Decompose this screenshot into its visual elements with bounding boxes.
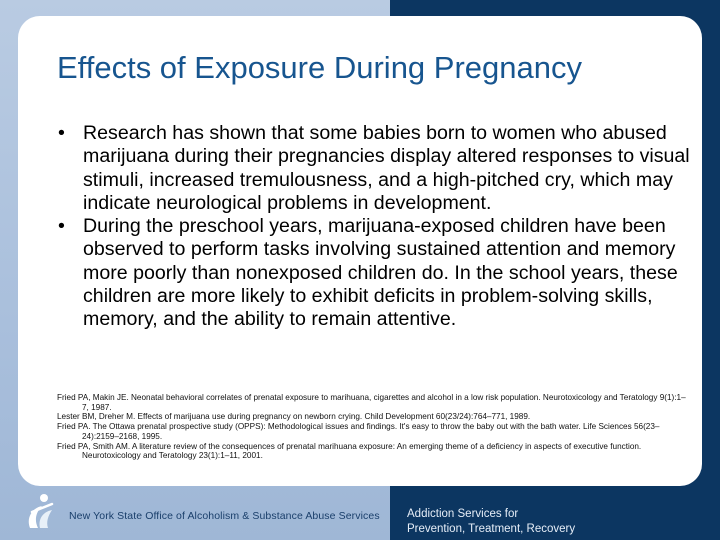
reference-item: Fried PA. The Ottawa prenatal prospective study (OPPS): Methodological issues and findings. It's easy to throw the baby out with the bath water. Life Sciences 56(23–24):2159–2168, 1995.: [57, 422, 660, 441]
reference-list: [57, 393, 692, 461]
slide-title: Effects of Exposure During Pregnancy: [57, 50, 582, 85]
footer-organization: New York State Office of Alcoholism & Substance Abuse Services: [69, 510, 380, 522]
footer-tagline-line2: Prevention, Treatment, Recovery: [407, 523, 576, 535]
bullet-text: Research has shown that some babies born to women who abused marijuana during their pregnancies display altered responses to visual stimuli, increased tremulousness, and a high-pitched cry, which may indicate neurological problems in development.: [83, 122, 690, 214]
bullet-item: [58, 122, 698, 215]
oasas-figure-logo-icon: [22, 492, 58, 532]
reference-item: Fried PA, Makin JE. Neonatal behavioral correlates of prenatal exposure to marihuana, cigarettes and alcohol in a low risk population. Neurotoxicology and Teratology 9(1):1–7, 1987.: [57, 393, 686, 412]
footer-tagline: [407, 507, 575, 537]
bullet-marker: •: [58, 215, 65, 238]
bullet-item: [58, 215, 698, 331]
bullet-marker: •: [58, 122, 65, 144]
reference-item: Fried PA, Smith AM. A literature review of the consequences of prenatal marihuana exposure: An emerging theme of a deficiency in aspects of executive function. Neurotoxicology and Teratology 23(1):1–11, 2001.: [57, 441, 642, 461]
reference-item: Lester BM, Dreher M. Effects of marijuana use during pregnancy on newborn crying. Child Development 60(23/24):764–771, 1989.: [57, 412, 531, 422]
bullet-text: During the preschool years, marijuana-exposed children have been observed to perform tasks involving sustained attention and memory more poorly than nonexposed children do. In the school years, these children are more likely to exhibit deficits in problem-solving skills, memory, and the ability to remain attentive.: [83, 215, 678, 331]
bullet-list: [58, 122, 698, 332]
footer-tagline-line1: Addiction Services for: [407, 508, 519, 520]
